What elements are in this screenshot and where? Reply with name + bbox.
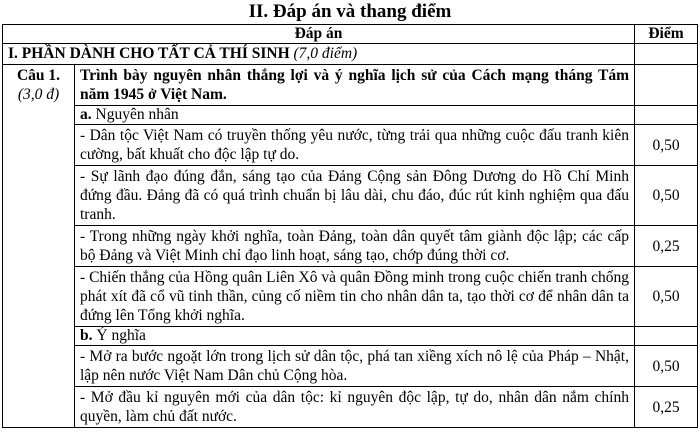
score-value: 0,50	[635, 346, 698, 387]
table-row	[3, 125, 698, 166]
answer-item: - Mở đầu kỉ nguyên mới của dân tộc: kỉ nguyên độc lập, tự do, nhân dân nắm chính quyền, làm chủ đất nước.	[75, 387, 635, 428]
section-score-cell	[635, 327, 698, 346]
answer-item: - Dân tộc Việt Nam có truyền thống yêu nước, từng trải qua những cuộc đấu tranh kiên cường, bất khuất cho độc lập tự do.	[75, 125, 635, 166]
answer-item: - Chiến thắng của Hồng quân Liên Xô và quân Đồng minh trong cuộc chiến tranh chống phát xít đã cổ vũ tinh thần, củng cố niềm tin cho nhân dân ta, tạo thời cơ để nhân dân ta đứng lên Tổng khởi nghĩa.	[75, 267, 635, 327]
answer-item: - Trong những ngày khởi nghĩa, toàn Đảng, toàn dân quyết tâm giành độc lập; các cấp bộ Đảng và Việt Minh chỉ đạo linh hoạt, sáng tạo, chớp đúng thời cơ.	[75, 226, 635, 267]
question-title-row	[3, 65, 698, 106]
section-row	[3, 327, 698, 346]
question-title: Trình bày nguyên nhân thắng lợi và ý nghĩa lịch sử của Cách mạng tháng Tám năm 1945 ở Việt Nam.	[75, 65, 635, 106]
table-row	[3, 267, 698, 327]
table-row	[3, 226, 698, 267]
section-title-a: a. Nguyên nhân	[75, 106, 635, 125]
score-value: 0,50	[635, 267, 698, 327]
table-row	[3, 387, 698, 428]
part-title: I. PHẦN DÀNH CHO TẤT CẢ THÍ SINH	[8, 45, 290, 62]
table-header-row	[3, 25, 698, 44]
question-score-cell	[635, 65, 698, 106]
question-label-cell	[3, 65, 75, 428]
answer-item: - Mở ra bước ngoặt lớn trong lịch sử dân tộc, phá tan xiềng xích nô lệ của Pháp – Nhật, lập nên nước Việt Nam Dân chủ Cộng hòa.	[75, 346, 635, 387]
page-title: II. Đáp án và thang điểm	[248, 1, 452, 22]
part-score-cell	[635, 44, 698, 65]
question-points: (3,0 đ)	[17, 86, 60, 103]
table-row	[3, 166, 698, 226]
answer-item: - Sự lãnh đạo đúng đắn, sáng tạo của Đảng Cộng sản Đông Dương do Hồ Chí Minh đứng đầu. Đảng đã có quá trình chuẩn bị lâu dài, chu đáo, đúc rút kinh nghiệm qua đấu tranh.	[75, 166, 635, 226]
score-value: 0,25	[635, 387, 698, 428]
section-title-b: b. Ý nghĩa	[75, 327, 635, 346]
header-answer: Đáp án	[3, 25, 635, 44]
part-points: (7,0 điểm)	[293, 45, 358, 62]
part-row	[3, 44, 698, 65]
score-value: 0,25	[635, 226, 698, 267]
score-value: 0,50	[635, 125, 698, 166]
section-row	[3, 106, 698, 125]
question-label: Câu 1.	[16, 67, 61, 84]
answer-table	[2, 24, 698, 428]
part-label	[3, 44, 635, 65]
header-score: Điểm	[635, 25, 698, 44]
score-value: 0,50	[635, 166, 698, 226]
section-score-cell	[635, 106, 698, 125]
table-row	[3, 346, 698, 387]
